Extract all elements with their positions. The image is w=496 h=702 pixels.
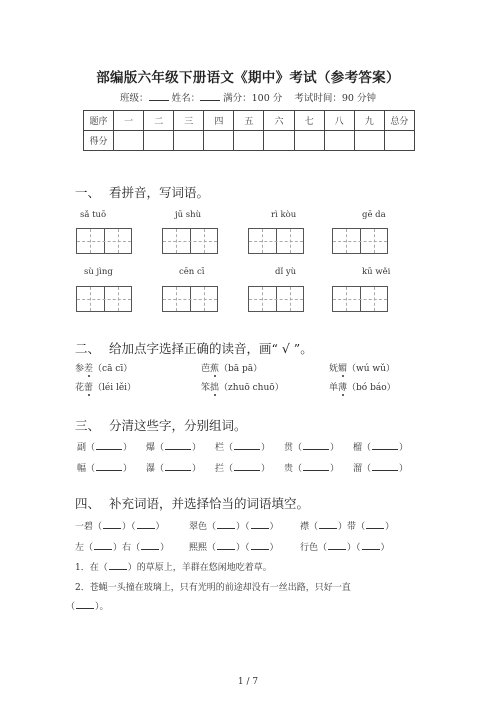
- score-header-cell: 一: [114, 111, 144, 131]
- writing-grid[interactable]: [248, 286, 304, 312]
- pinyin: jū shù: [175, 210, 202, 220]
- score-header-cell: 八: [324, 111, 354, 131]
- section-3-heading: [75, 416, 247, 434]
- score-header-cell: 总分: [384, 111, 414, 131]
- score-header-cell: 二: [144, 111, 174, 131]
- idiom-item[interactable]: 行色（ ）（ ）: [300, 543, 390, 553]
- writing-grid[interactable]: [162, 286, 218, 312]
- section-title: 给加点字选择正确的读音，画“ √ ”。: [109, 341, 313, 356]
- section-title: 补充词语，并选择恰当的词语填空。: [109, 496, 310, 511]
- idiom-item[interactable]: 熙熙（ ）（ ）: [189, 543, 279, 553]
- name-blank[interactable]: [200, 91, 220, 101]
- word-item[interactable]: 副（ ）: [77, 443, 133, 453]
- writing-grid[interactable]: [162, 228, 218, 254]
- writing-grid[interactable]: [76, 228, 132, 254]
- word-item[interactable]: 栏（ ）: [215, 443, 271, 453]
- score-cell[interactable]: [384, 131, 414, 151]
- word-item[interactable]: 榴（ ）: [353, 443, 409, 453]
- reading-item[interactable]: 参差（cā cī）: [75, 364, 133, 374]
- word-item[interactable]: 贯（ ）: [284, 443, 340, 453]
- score-row-label: 得分: [84, 131, 114, 151]
- full-score: 满分：100 分: [223, 93, 283, 104]
- score-cell[interactable]: [324, 131, 354, 151]
- word-item[interactable]: 爆（ ）: [146, 443, 202, 453]
- score-header-cell: 五: [234, 111, 264, 131]
- score-cell[interactable]: [354, 131, 384, 151]
- section-number: 四、: [75, 496, 101, 511]
- fill-question-2: 2．苍蝇一头撞在玻璃上，只有光明的前途却没有一丝出路，只好一直: [75, 583, 351, 593]
- reading-item[interactable]: 笨拙（zhuō chuō）: [201, 383, 284, 393]
- reading-item[interactable]: 芭蕉（bā pā）: [201, 364, 263, 374]
- section-number: 二、: [75, 341, 101, 356]
- score-cell[interactable]: [114, 131, 144, 151]
- score-header-cell: 九: [354, 111, 384, 131]
- pinyin: dǐ yù: [275, 267, 297, 277]
- score-header-cell: 七: [294, 111, 324, 131]
- score-table: [83, 110, 415, 151]
- score-header-cell: 题序: [84, 111, 114, 131]
- idiom-item[interactable]: 一碧（ ）（ ）: [75, 522, 165, 532]
- score-value-row: [84, 131, 415, 151]
- page-title: 部编版六年级下册语文《期中》考试（参考答案）: [96, 70, 400, 86]
- writing-grid[interactable]: [332, 286, 388, 312]
- score-cell[interactable]: [144, 131, 174, 151]
- idiom-item[interactable]: 左（ ）右（ ）: [75, 543, 170, 553]
- section-2-heading: [75, 339, 313, 357]
- score-header-cell: 六: [264, 111, 294, 131]
- name-label: 姓名：: [171, 93, 201, 104]
- reading-item[interactable]: 花蕾（léi lěi）: [75, 383, 137, 393]
- word-item[interactable]: 贵（ ）: [284, 464, 340, 474]
- pinyin: sù jìng: [84, 267, 113, 277]
- pinyin: kū wěi: [362, 267, 391, 277]
- pinyin: rì kòu: [271, 210, 297, 220]
- class-label: 班级：: [120, 93, 149, 104]
- reading-item[interactable]: 妩媚（wú wǔ）: [329, 364, 395, 374]
- section-1-heading: [75, 183, 209, 201]
- word-item[interactable]: 溜（ ）: [353, 464, 409, 474]
- exam-time: 考试时间：90 分钟: [294, 93, 376, 104]
- fill-question-2-blank[interactable]: （ ）。: [66, 602, 109, 612]
- idiom-item[interactable]: 翠色（ ）（ ）: [189, 522, 279, 532]
- writing-grid[interactable]: [76, 286, 132, 312]
- word-item[interactable]: 拦（ ）: [215, 464, 271, 474]
- section-number: 三、: [75, 418, 101, 433]
- score-cell[interactable]: [234, 131, 264, 151]
- score-cell[interactable]: [294, 131, 324, 151]
- score-header-cell: 三: [174, 111, 204, 131]
- page-number: 1 / 7: [237, 677, 259, 687]
- score-cell[interactable]: [204, 131, 234, 151]
- idiom-item[interactable]: 襟（ ）带（ ）: [300, 522, 395, 532]
- fill-question-1[interactable]: 1．在（ ）的草原上，羊群在悠闲地吃着草。: [75, 563, 272, 573]
- word-item[interactable]: 幅（ ）: [77, 464, 133, 474]
- pinyin: cēn cī: [179, 267, 205, 277]
- writing-grid[interactable]: [332, 228, 388, 254]
- score-header-cell: 四: [204, 111, 234, 131]
- pinyin: gē da: [362, 210, 386, 220]
- score-cell[interactable]: [174, 131, 204, 151]
- section-title: 分清这些字，分别组词。: [109, 418, 247, 433]
- word-item[interactable]: 瀑（ ）: [146, 464, 202, 474]
- score-header-row: [84, 111, 415, 131]
- reading-item[interactable]: 单薄（bó báo）: [329, 383, 396, 393]
- pinyin: sǎ tuō: [80, 210, 107, 220]
- section-title: 看拼音，写词语。: [109, 185, 210, 200]
- class-blank[interactable]: [149, 91, 169, 101]
- section-number: 一、: [75, 185, 101, 200]
- writing-grid[interactable]: [248, 228, 304, 254]
- exam-info: [0, 90, 496, 104]
- score-cell[interactable]: [264, 131, 294, 151]
- section-4-heading: [75, 494, 309, 512]
